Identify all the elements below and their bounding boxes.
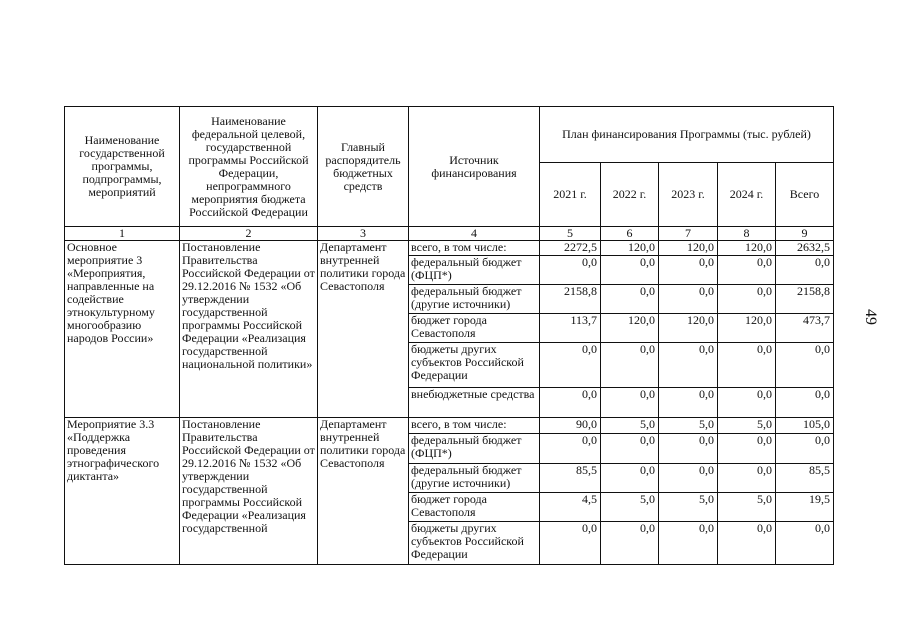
- value-2023: 5,0: [659, 493, 718, 522]
- value-2021: 0,0: [540, 256, 601, 285]
- header-source: Источник финансирования: [409, 107, 540, 227]
- value-2022: 5,0: [601, 493, 659, 522]
- header-name: Наименование государственной программы, подпрограммы, мероприятий: [65, 107, 180, 227]
- value-2023: 120,0: [659, 241, 718, 256]
- value-2023: 5,0: [659, 418, 718, 434]
- index-cell: 4: [409, 227, 540, 241]
- value-2021: 0,0: [540, 343, 601, 388]
- value-2021: 85,5: [540, 464, 601, 493]
- index-cell: 7: [659, 227, 718, 241]
- header-year-2024: 2024 г.: [718, 163, 776, 227]
- index-cell: 8: [718, 227, 776, 241]
- header-year-2023: 2023 г.: [659, 163, 718, 227]
- value-2023: 0,0: [659, 285, 718, 314]
- value-total: 0,0: [776, 388, 834, 418]
- index-cell: 3: [318, 227, 409, 241]
- value-2022: 0,0: [601, 388, 659, 418]
- program-name: Постановление Правительства Российской Федерации от 29.12.2016 № 1532 «Об утверждении государственной программы Российской Федерации «Реализация государственной национальной политики»: [180, 241, 318, 418]
- header-program: Наименование федеральной целевой, государственной программы Российской Федерации, непрограммного мероприятия бюджета Российской Федерации: [180, 107, 318, 227]
- value-2024: 0,0: [718, 464, 776, 493]
- activity-name: Мероприятие 3.3 «Поддержка проведения этнографического диктанта»: [65, 418, 180, 565]
- value-2021: 2158,8: [540, 285, 601, 314]
- header-year-2022: 2022 г.: [601, 163, 659, 227]
- value-total: 0,0: [776, 256, 834, 285]
- value-2021: 4,5: [540, 493, 601, 522]
- funding-source: федеральный бюджет (другие источники): [409, 464, 540, 493]
- value-2024: 5,0: [718, 493, 776, 522]
- index-row: [65, 227, 834, 241]
- value-2024: 0,0: [718, 522, 776, 565]
- value-2021: 0,0: [540, 388, 601, 418]
- funding-source: федеральный бюджет (ФЦП*): [409, 256, 540, 285]
- value-2022: 0,0: [601, 464, 659, 493]
- value-2023: 0,0: [659, 388, 718, 418]
- value-2022: 0,0: [601, 285, 659, 314]
- header-total: Всего: [776, 163, 834, 227]
- value-total: 473,7: [776, 314, 834, 343]
- header-plan: План финансирования Программы (тыс. рублей): [540, 107, 834, 163]
- value-total: 19,5: [776, 493, 834, 522]
- page-number: 49: [862, 309, 879, 325]
- value-total: 85,5: [776, 464, 834, 493]
- financing-table: [64, 106, 834, 565]
- value-2024: 120,0: [718, 241, 776, 256]
- value-2021: 0,0: [540, 522, 601, 565]
- value-2022: 0,0: [601, 434, 659, 464]
- value-2021: 90,0: [540, 418, 601, 434]
- header-manager: Главный распорядитель бюджетных средств: [318, 107, 409, 227]
- value-2022: 0,0: [601, 343, 659, 388]
- value-2023: 0,0: [659, 343, 718, 388]
- value-2022: 0,0: [601, 256, 659, 285]
- value-2023: 0,0: [659, 256, 718, 285]
- index-cell: 1: [65, 227, 180, 241]
- funding-source: бюджеты других субъектов Российской Федерации: [409, 522, 540, 565]
- funding-source: федеральный бюджет (ФЦП*): [409, 434, 540, 464]
- funding-source: внебюджетные средства: [409, 388, 540, 418]
- value-total: 0,0: [776, 343, 834, 388]
- value-2022: 5,0: [601, 418, 659, 434]
- value-2023: 0,0: [659, 464, 718, 493]
- index-cell: 9: [776, 227, 834, 241]
- value-2022: 0,0: [601, 522, 659, 565]
- value-2021: 2272,5: [540, 241, 601, 256]
- value-2023: 0,0: [659, 434, 718, 464]
- value-2024: 0,0: [718, 285, 776, 314]
- value-total: 0,0: [776, 522, 834, 565]
- value-2024: 5,0: [718, 418, 776, 434]
- budget-manager: Департамент внутренней политики города Севастополя: [318, 418, 409, 565]
- header-year-2021: 2021 г.: [540, 163, 601, 227]
- value-total: 0,0: [776, 434, 834, 464]
- value-2024: 120,0: [718, 314, 776, 343]
- value-2021: 113,7: [540, 314, 601, 343]
- table-row: [65, 241, 834, 256]
- funding-source: бюджет города Севастополя: [409, 493, 540, 522]
- value-2023: 0,0: [659, 522, 718, 565]
- value-2021: 0,0: [540, 434, 601, 464]
- funding-source: всего, в том числе:: [409, 418, 540, 434]
- value-2022: 120,0: [601, 314, 659, 343]
- funding-source: всего, в том числе:: [409, 241, 540, 256]
- header-row-1: [65, 107, 834, 163]
- value-2024: 0,0: [718, 256, 776, 285]
- value-2024: 0,0: [718, 343, 776, 388]
- value-2022: 120,0: [601, 241, 659, 256]
- value-2023: 120,0: [659, 314, 718, 343]
- index-cell: 5: [540, 227, 601, 241]
- funding-source: бюджеты других субъектов Российской Федерации: [409, 343, 540, 388]
- budget-manager: Департамент внутренней политики города Севастополя: [318, 241, 409, 418]
- table-row: [65, 418, 834, 434]
- activity-name: Основное мероприятие 3 «Мероприятия, направленные на содействие этнокультурному многообразию народов России»: [65, 241, 180, 418]
- value-2024: 0,0: [718, 434, 776, 464]
- value-total: 105,0: [776, 418, 834, 434]
- funding-source: бюджет города Севастополя: [409, 314, 540, 343]
- index-cell: 6: [601, 227, 659, 241]
- value-2024: 0,0: [718, 388, 776, 418]
- value-total: 2632,5: [776, 241, 834, 256]
- index-cell: 2: [180, 227, 318, 241]
- program-name: Постановление Правительства Российской Федерации от 29.12.2016 № 1532 «Об утверждении государственной программы Российской Федерации «Реализация государственной: [180, 418, 318, 565]
- value-total: 2158,8: [776, 285, 834, 314]
- funding-source: федеральный бюджет (другие источники): [409, 285, 540, 314]
